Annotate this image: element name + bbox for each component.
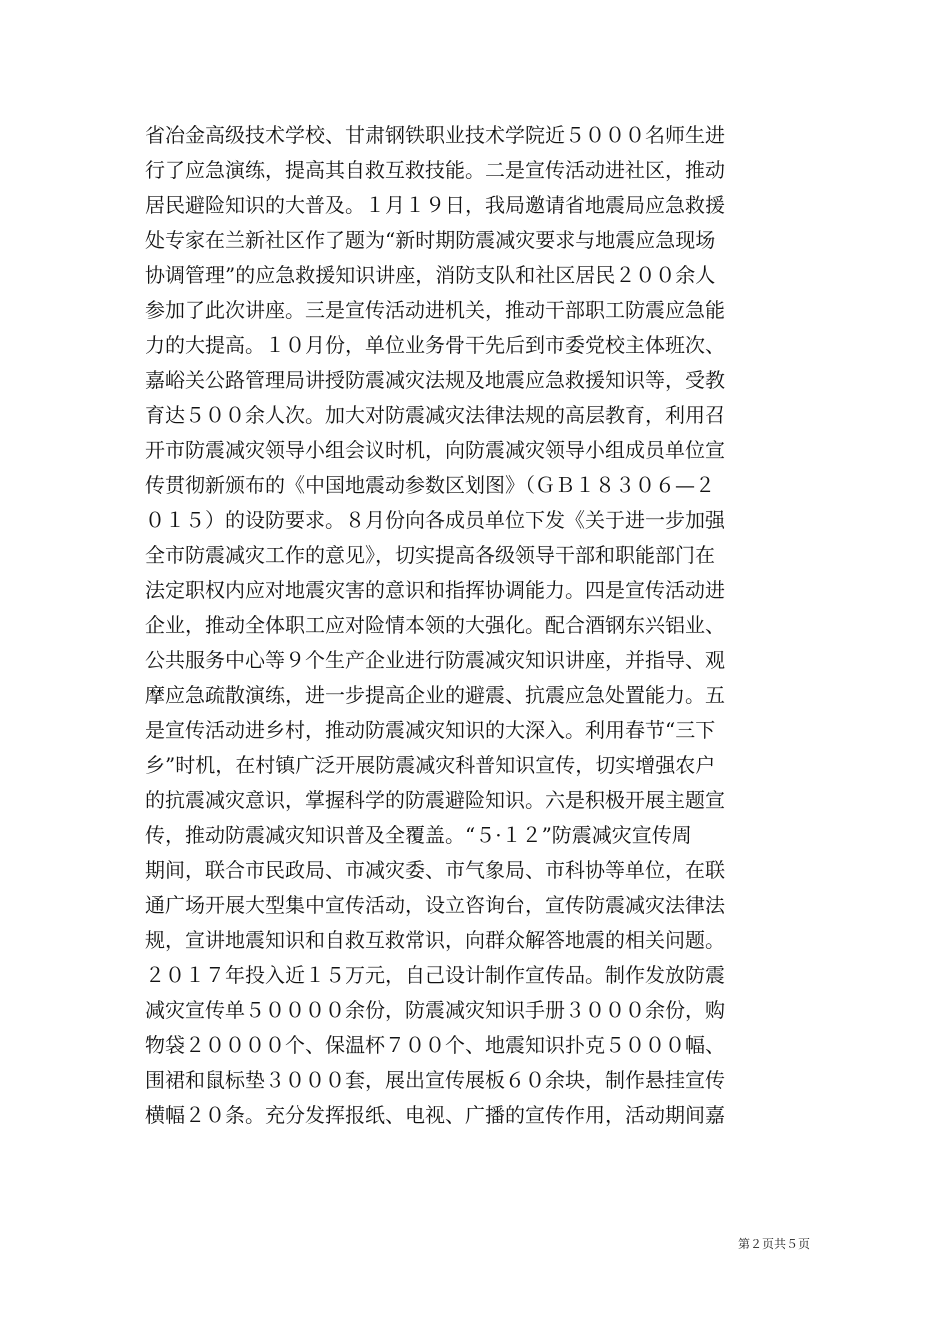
text-line: 摩应急疏散演练，进一步提高企业的避震、抗震应急处置能力。五 xyxy=(145,683,725,707)
text-line: 处专家在兰新社区作了题为“新时期防震减灾要求与地震应急现场 xyxy=(145,228,716,252)
text-line: 围裙和鼠标垫３０００套，展出宣传展板６０余块，制作悬挂宣传 xyxy=(145,1068,725,1092)
text-line: 通广场开展大型集中宣传活动，设立咨询台，宣传防震减灾法律法 xyxy=(145,893,725,917)
text-line: 传，推动防震减灾知识普及全覆盖。“５·１２”防震减灾宣传周 xyxy=(145,823,692,847)
text-line: 传贯彻新颁布的《中国地震动参数区划图》（ＧＢ１８３０６—２ xyxy=(145,473,715,497)
text-line: ０１５）的设防要求。８月份向各成员单位下发《关于进一步加强 xyxy=(145,508,725,532)
text-line: 育达５００余人次。加大对防震减灾法律法规的高层教育，利用召 xyxy=(145,403,725,427)
text-line: 的抗震减灾意识，掌握科学的防震避险知识。六是积极开展主题宣 xyxy=(145,788,725,812)
text-line: 居民避险知识的大普及。１月１９日，我局邀请省地震局应急救援 xyxy=(145,193,725,217)
text-line: 行了应急演练，提高其自救互救技能。二是宣传活动进社区，推动 xyxy=(145,158,725,182)
text-line: 省冶金高级技术学校、甘肃钢铁职业技术学院近５０００名师生进 xyxy=(145,123,725,147)
text-line: 法定职权内应对地震灾害的意识和指挥协调能力。四是宣传活动进 xyxy=(145,578,725,602)
text-line: ２０１７年投入近１５万元，自己设计制作宣传品。制作发放防震 xyxy=(145,963,725,987)
text-line: 乡”时机，在村镇广泛开展防震减灾科普知识宣传，切实增强农户 xyxy=(145,753,716,777)
text-line: 开市防震减灾领导小组会议时机，向防震减灾领导小组成员单位宣 xyxy=(145,438,725,462)
text-line: 是宣传活动进乡村，推动防震减灾知识的大深入。利用春节“三下 xyxy=(145,718,716,742)
text-line: 减灾宣传单５００００余份，防震减灾知识手册３０００余份，购 xyxy=(145,998,725,1022)
text-line: 规，宣讲地震知识和自救互救常识，向群众解答地震的相关问题。 xyxy=(145,928,725,952)
text-line: 参加了此次讲座。三是宣传活动进机关，推动干部职工防震应急能 xyxy=(145,298,725,322)
text-line: 全市防震减灾工作的意见》，切实提高各级领导干部和职能部门在 xyxy=(145,543,715,567)
text-line: 期间，联合市民政局、市减灾委、市气象局、市科协等单位，在联 xyxy=(145,858,725,882)
page-number: 第２页共５页 xyxy=(737,1237,810,1251)
text-line: 协调管理”的应急救援知识讲座，消防支队和社区居民２００余人 xyxy=(145,263,716,287)
text-line: 物袋２００００个、保温杯７００个、地震知识扑克５０００幅、 xyxy=(145,1033,725,1057)
text-line: 嘉峪关公路管理局讲授防震减灾法规及地震应急救援知识等，受教 xyxy=(145,368,725,392)
text-line: 公共服务中心等９个生产企业进行防震减灾知识讲座，并指导、观 xyxy=(145,648,725,672)
text-line: 横幅２０条。充分发挥报纸、电视、广播的宣传作用，活动期间嘉 xyxy=(145,1103,725,1127)
body-text xyxy=(145,118,815,1133)
text-line: 力的大提高。１０月份，单位业务骨干先后到市委党校主体班次、 xyxy=(145,333,725,357)
text-line: 企业，推动全体职工应对险情本领的大强化。配合酒钢东兴铝业、 xyxy=(145,613,725,637)
